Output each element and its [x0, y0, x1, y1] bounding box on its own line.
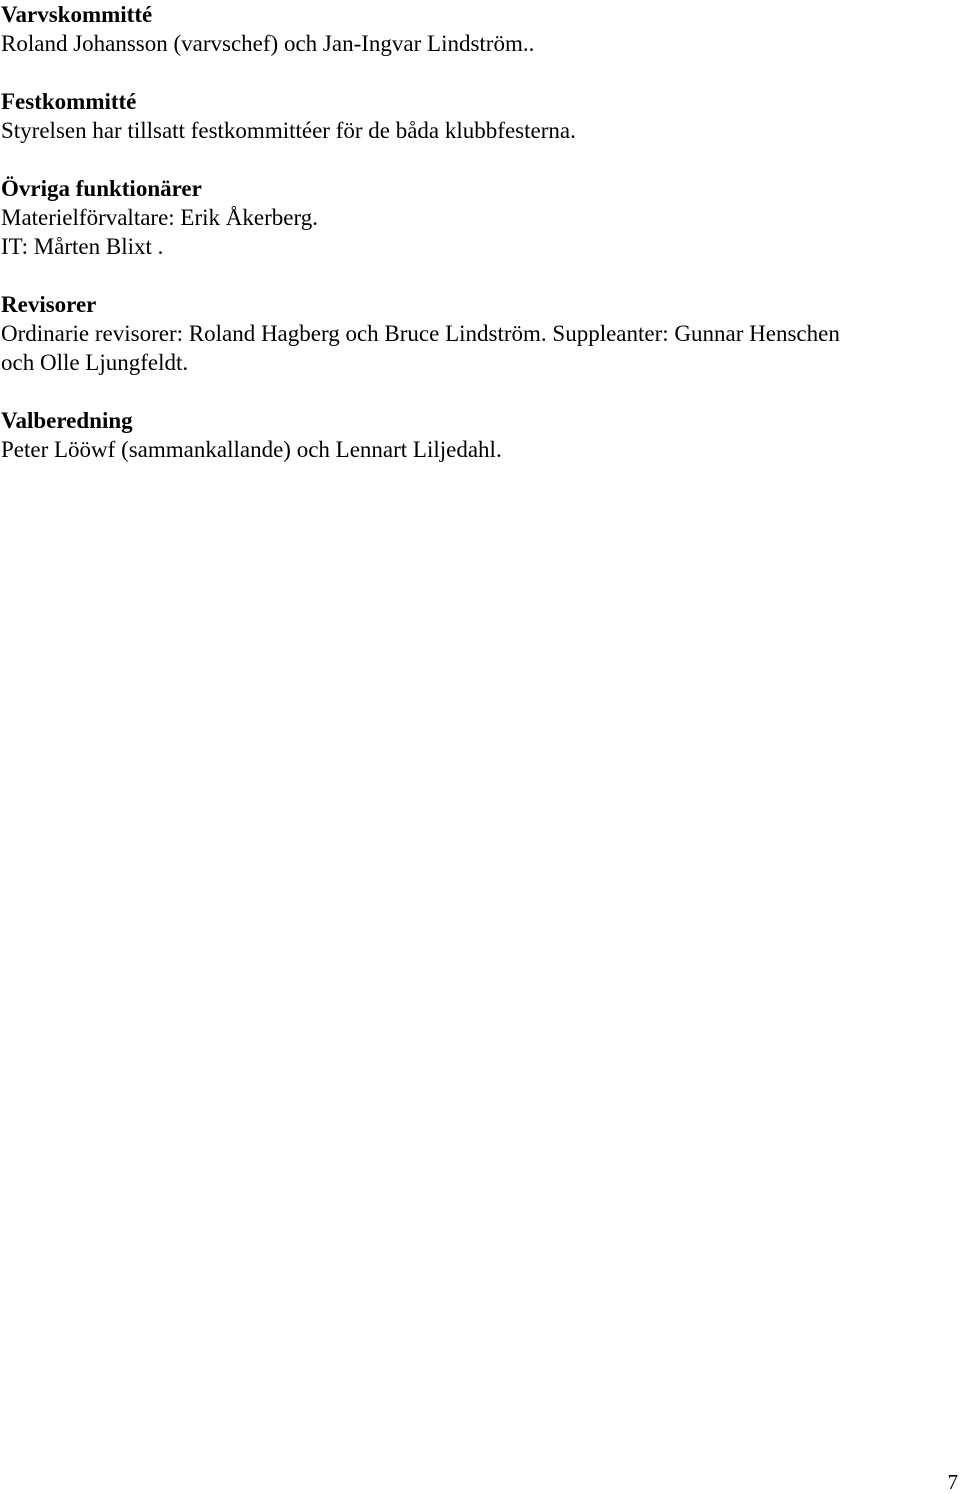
section-heading: Varvskommitté: [1, 2, 153, 27]
section-heading: Festkommitté: [1, 89, 137, 114]
section-text: Peter Lööwf (sammankallande) och Lennart Liljedahl.: [1, 437, 502, 462]
section-heading: Revisorer: [1, 292, 97, 317]
section-text: IT: Mårten Blixt .: [1, 234, 164, 259]
section-varvskommitte: [1, 0, 956, 58]
section-valberedning: [1, 406, 956, 464]
section-ovriga-funktionarer: [1, 174, 956, 261]
section-revisorer: [1, 290, 956, 377]
section-text: Ordinarie revisorer: Roland Hagberg och Bruce Lindström. Suppleanter: Gunnar Henschen: [1, 321, 840, 346]
section-heading: Valberedning: [1, 408, 133, 433]
page-number: 7: [947, 1470, 958, 1494]
document-content: [1, 0, 956, 493]
section-text: Roland Johansson (varvschef) och Jan-Ingvar Lindström..: [1, 31, 535, 56]
section-festkommitte: [1, 87, 956, 145]
section-text: Styrelsen har tillsatt festkommittéer för de båda klubbfesterna.: [1, 118, 576, 143]
section-heading: Övriga funktionärer: [1, 176, 202, 201]
section-text: och Olle Ljungfeldt.: [1, 350, 189, 375]
section-text: Materielförvaltare: Erik Åkerberg.: [1, 205, 318, 230]
